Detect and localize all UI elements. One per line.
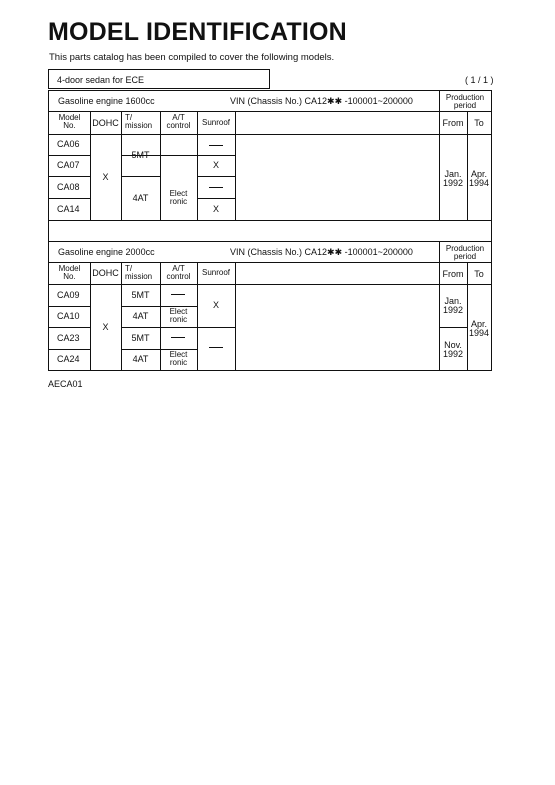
- model-code: CA10: [57, 311, 80, 321]
- intro-text: This parts catalog has been compiled to cover the following models.: [49, 52, 335, 63]
- at-control-value: ronic: [169, 358, 188, 367]
- production-from: Jan.: [444, 296, 462, 306]
- transmission-value: 4AT: [132, 354, 149, 364]
- sunroof-mark: X: [212, 300, 219, 310]
- at-control-value: Elect: [169, 307, 188, 316]
- model-code: CA06: [57, 139, 80, 149]
- vin-label-1600: VIN (Chassis No.) CA12✱✱ -100001~200000: [230, 96, 413, 106]
- engine-label-1600: Gasoline engine 1600cc: [58, 96, 155, 106]
- transmission-value: 5MT: [131, 290, 150, 300]
- sunroof-header: Sunroof: [201, 268, 231, 277]
- production-from: 1992: [442, 178, 464, 188]
- model-no-header: Model: [58, 113, 81, 122]
- at-control-value: ronic: [169, 315, 188, 324]
- body-type-label: 4-door sedan for ECE: [48, 69, 270, 89]
- dohc-mark: X: [102, 172, 109, 182]
- dohc-header: DOHC: [92, 268, 119, 278]
- model-no-header: Model: [58, 264, 81, 273]
- at-control-value: ronic: [169, 197, 188, 206]
- production-header: period: [453, 101, 477, 110]
- production-header: period: [453, 252, 477, 261]
- sunroof-mark: X: [212, 204, 219, 214]
- none-dash: [171, 337, 185, 338]
- from-header: From: [442, 269, 464, 279]
- production-from: Nov.: [444, 340, 462, 350]
- none-dash: [171, 155, 185, 156]
- sunroof-header: Sunroof: [201, 118, 231, 127]
- sunroof-mark: X: [212, 160, 219, 170]
- model-code: CA07: [57, 160, 80, 170]
- none-dash: [209, 145, 223, 146]
- footer-code: AECA01: [48, 379, 83, 389]
- engine-label-2000: Gasoline engine 2000cc: [58, 247, 155, 257]
- production-to: Apr.: [470, 169, 487, 179]
- vin-label-2000: VIN (Chassis No.) CA12✱✱ -100001~200000: [230, 247, 413, 257]
- production-from: 1992: [442, 305, 464, 315]
- model-code: CA08: [57, 182, 80, 192]
- at-control-header: control: [166, 272, 191, 281]
- dohc-header: DOHC: [92, 118, 119, 128]
- model-table: [48, 90, 492, 371]
- model-code: CA14: [57, 204, 80, 214]
- page-indicator: ( 1 / 1 ): [465, 75, 494, 85]
- transmission-header: T/: [125, 264, 133, 273]
- to-header: To: [474, 269, 484, 279]
- transmission-value: 4AT: [132, 193, 149, 203]
- transmission-value: 5MT: [131, 333, 150, 343]
- production-header: Production: [445, 93, 485, 102]
- none-dash: [171, 294, 185, 295]
- model-code: CA09: [57, 290, 80, 300]
- production-from: 1992: [442, 349, 464, 359]
- model-code: CA24: [57, 354, 80, 364]
- at-control-header: A/T: [172, 264, 185, 273]
- production-from: Jan.: [444, 169, 462, 179]
- model-no-header: No.: [63, 272, 76, 281]
- production-to: Apr.: [470, 319, 487, 329]
- page-title: MODEL IDENTIFICATION: [48, 18, 347, 46]
- at-control-value: Elect: [169, 350, 188, 359]
- transmission-header: mission: [125, 121, 153, 130]
- none-dash: [209, 347, 223, 348]
- production-to: 1994: [468, 178, 490, 188]
- transmission-value: 4AT: [132, 311, 149, 321]
- transmission-header: T/: [125, 113, 133, 122]
- transmission-value: 5MT: [131, 150, 150, 160]
- at-control-header: control: [166, 121, 191, 130]
- production-header: Production: [445, 244, 485, 253]
- at-control-header: A/T: [172, 113, 185, 122]
- at-control-value: Elect: [169, 189, 188, 198]
- production-to: 1994: [468, 328, 490, 338]
- model-code: CA23: [57, 333, 80, 343]
- none-dash: [209, 187, 223, 188]
- to-header: To: [474, 118, 484, 128]
- transmission-header: mission: [125, 272, 153, 281]
- dohc-mark: X: [102, 322, 109, 332]
- from-header: From: [442, 118, 464, 128]
- model-no-header: No.: [63, 121, 76, 130]
